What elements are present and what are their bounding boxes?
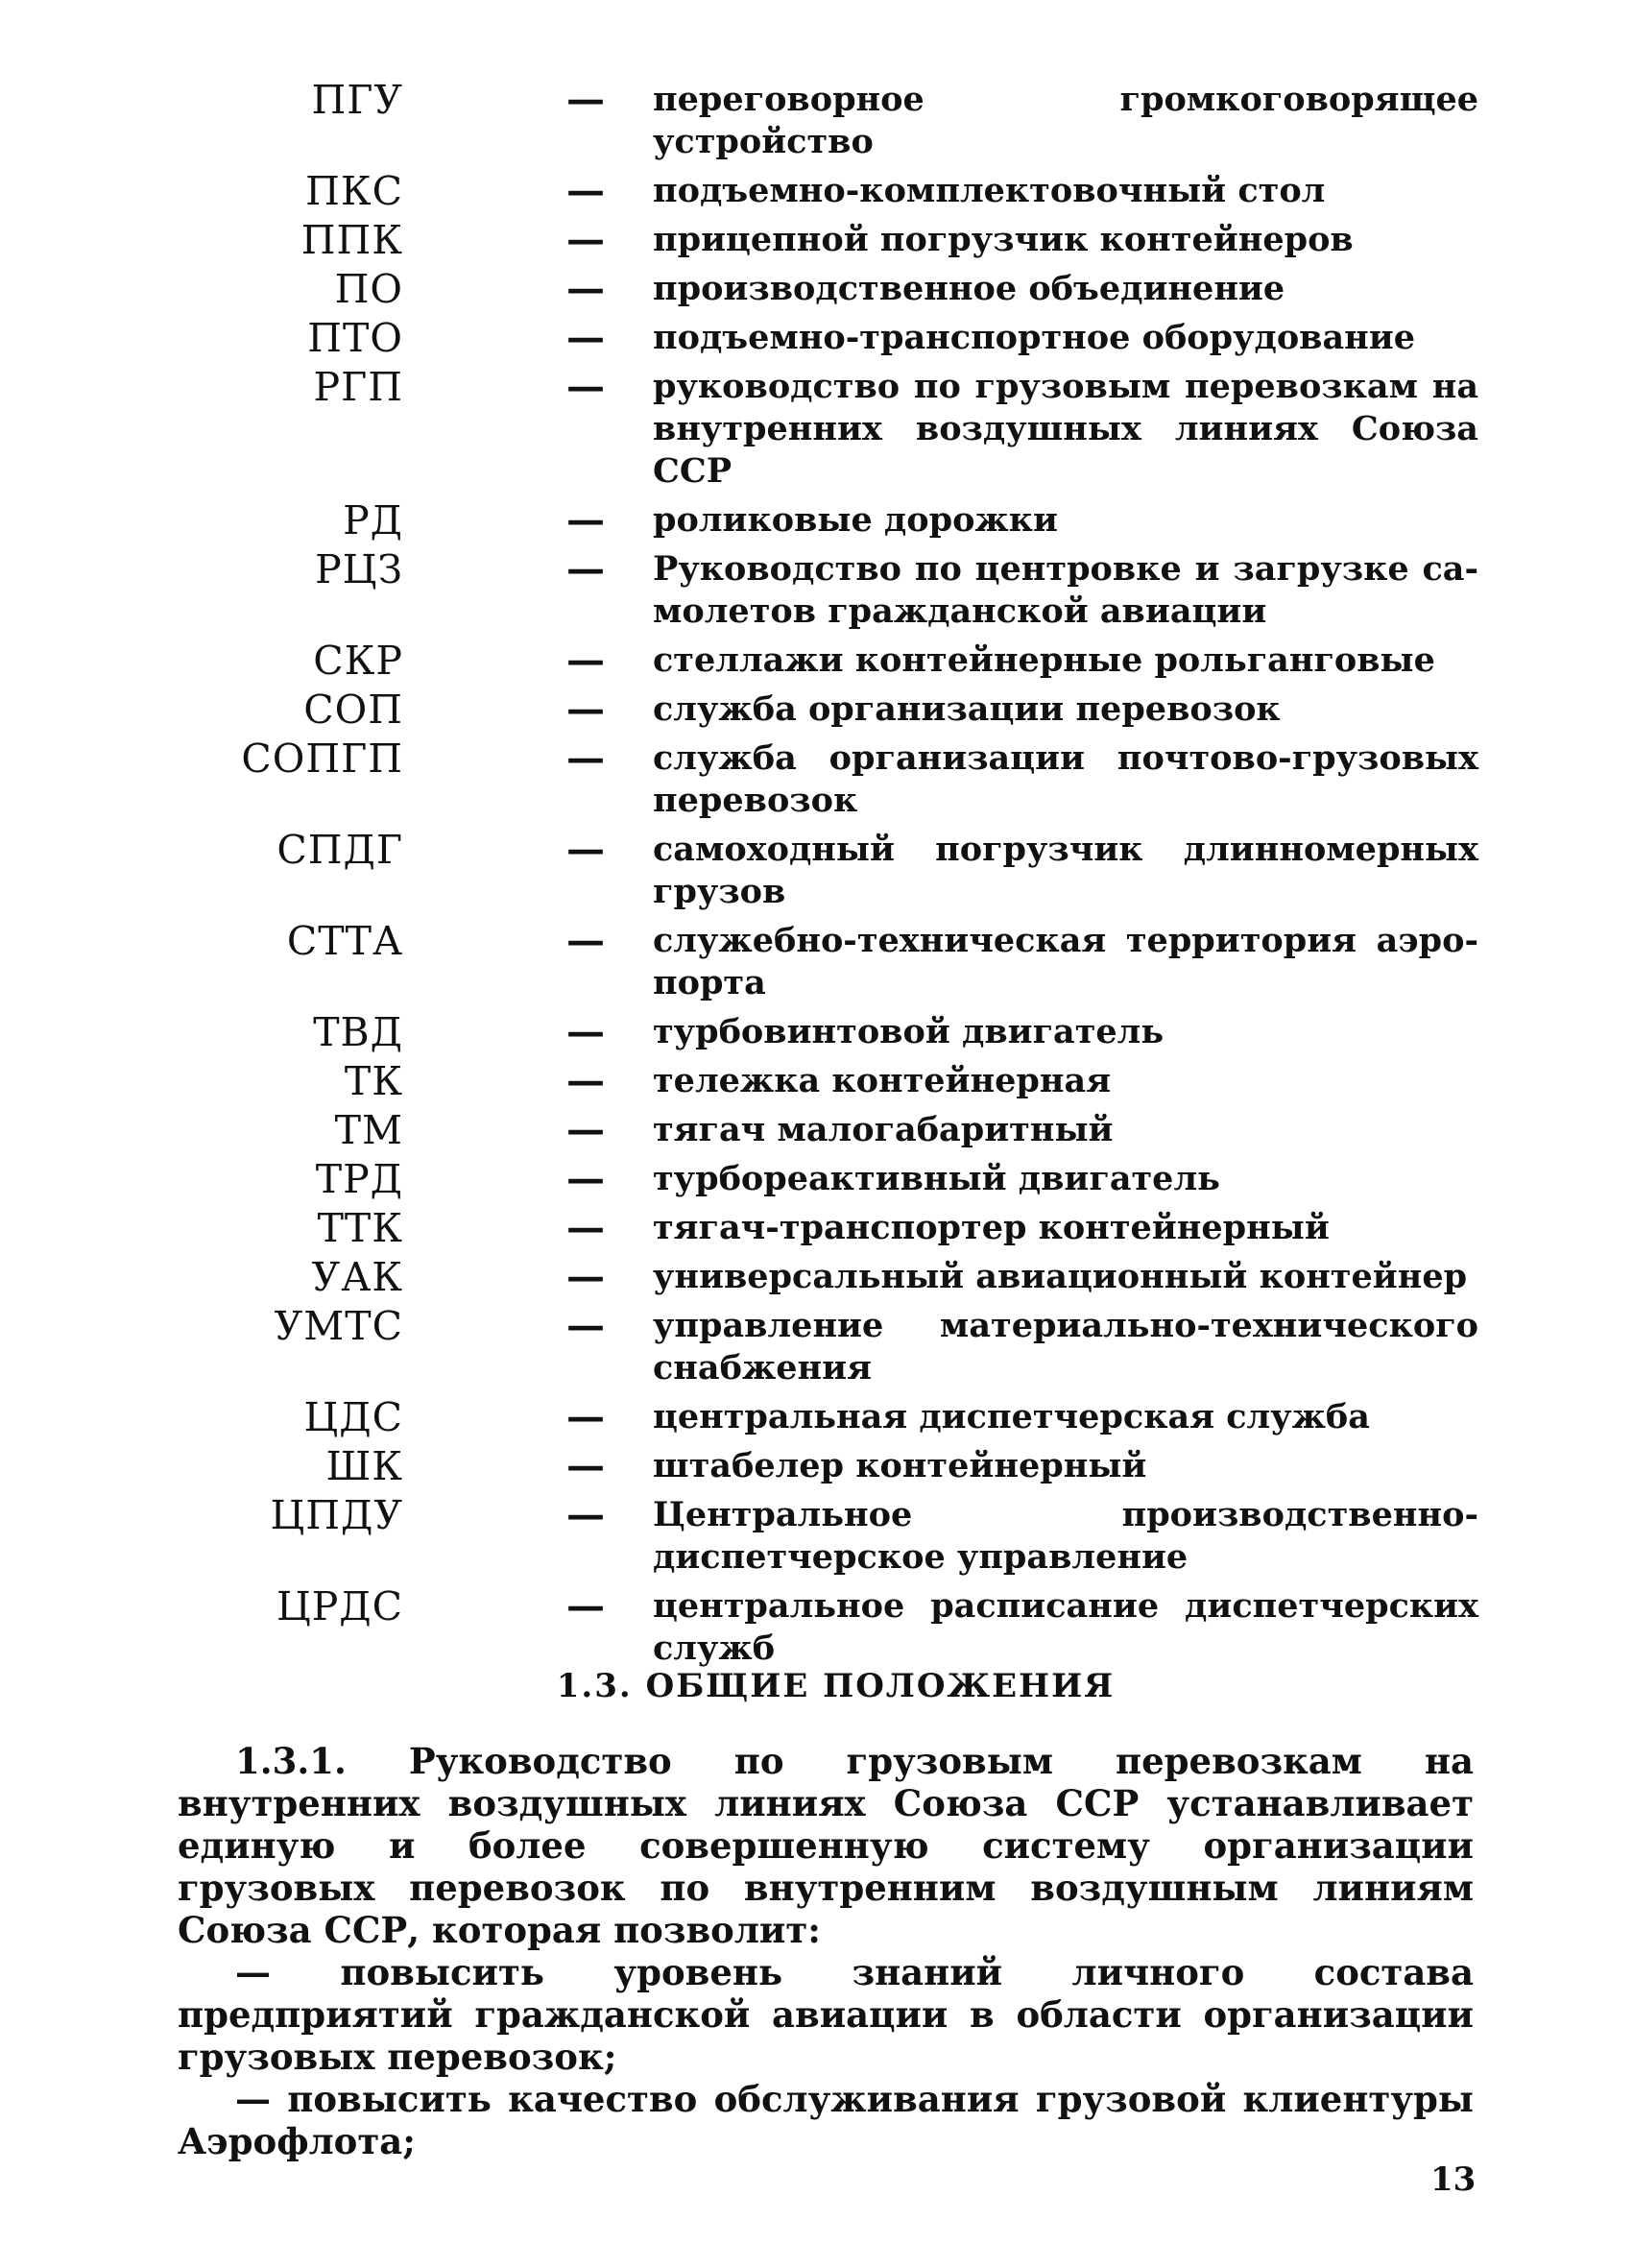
dash: —	[566, 1205, 605, 1250]
abbreviation-list	[154, 79, 1478, 1677]
abbreviation-code: ТВД	[313, 1009, 403, 1055]
abbreviation-code: ТТК	[317, 1205, 403, 1251]
abbreviation-code: СОПГП	[241, 736, 403, 782]
abbreviation-code: УАК	[311, 1254, 403, 1300]
list-item	[154, 1305, 1478, 1389]
abbreviation-code: ПО	[334, 266, 403, 312]
list-item	[154, 688, 1478, 731]
abbreviation-code: РЦЗ	[315, 546, 403, 592]
list-item	[154, 1494, 1478, 1579]
dash: —	[566, 1583, 605, 1629]
abbreviation-definition: штабелер контейнерный	[653, 1446, 1147, 1485]
abbreviation-code: ТК	[344, 1058, 403, 1104]
abbreviation-definition: самоходный погрузчик длинномерных грузов	[653, 830, 1478, 911]
abbreviation-definition: служба организации перевозок	[653, 689, 1281, 729]
dash: —	[566, 77, 605, 122]
paragraph: — повысить качество обслуживания грузовой клиентуры Аэрофлота;	[178, 2078, 1474, 2162]
abbreviation-code: ЦДС	[303, 1394, 403, 1440]
dash: —	[566, 266, 605, 311]
paragraph: — повысить уровень знаний личного состава предприятий гражданской авиации в области организации грузовых перевозок;	[178, 1951, 1474, 2078]
list-item	[154, 79, 1478, 163]
dash: —	[566, 364, 605, 409]
list-item	[154, 737, 1478, 822]
dash: —	[566, 1009, 605, 1054]
abbreviation-definition: подъемно-транспортное оборудование	[653, 318, 1416, 357]
abbreviation-definition: центральная диспетчерская служба	[653, 1397, 1370, 1436]
abbreviation-definition: универсальный авиационный контейнер	[653, 1257, 1468, 1296]
abbreviation-code: ПКС	[305, 168, 403, 214]
list-item	[154, 170, 1478, 212]
abbreviation-definition: тягач-транспортер контейнерный	[653, 1208, 1330, 1247]
list-item	[154, 1109, 1478, 1151]
abbreviation-definition: тягач малогабаритный	[653, 1110, 1114, 1149]
abbreviation-definition: управление материально-технического снабжения	[653, 1306, 1478, 1387]
dash: —	[566, 1156, 605, 1201]
abbreviation-code: ЦПДУ	[270, 1492, 403, 1538]
abbreviation-code: ППК	[300, 217, 403, 263]
abbreviation-code: ПГУ	[311, 77, 403, 123]
dash: —	[566, 918, 605, 963]
list-item	[154, 219, 1478, 261]
abbreviation-definition: стеллажи контейнерные рольганговые	[653, 640, 1435, 680]
list-item	[154, 1011, 1478, 1053]
dash: —	[566, 1303, 605, 1348]
abbreviation-code: ПТО	[307, 315, 403, 361]
list-item	[154, 268, 1478, 310]
dash: —	[566, 736, 605, 781]
abbreviation-code: СПДГ	[276, 827, 403, 873]
abbreviation-definition: турбореактивный двигатель	[653, 1159, 1220, 1198]
abbreviation-definition: руководство по грузовым перевозкам на внутренних воздушных линиях Союза ССР	[653, 367, 1478, 491]
abbreviation-definition: роликовые дорожки	[653, 500, 1058, 540]
abbreviation-definition: центральное расписание диспетчерских служб	[653, 1586, 1478, 1668]
dash: —	[566, 315, 605, 360]
list-item	[154, 317, 1478, 359]
list-item	[154, 1060, 1478, 1102]
abbreviation-code: ТРД	[315, 1156, 403, 1202]
list-item	[154, 1256, 1478, 1298]
abbreviation-definition: турбовинтовой двигатель	[653, 1012, 1165, 1051]
dash: —	[566, 217, 605, 262]
section-body	[178, 1740, 1474, 2162]
list-item	[154, 1158, 1478, 1200]
list-item	[154, 1445, 1478, 1487]
abbreviation-code: РД	[343, 497, 403, 543]
abbreviation-definition: прицепной погрузчик контейнеров	[653, 220, 1354, 259]
dash: —	[566, 1107, 605, 1152]
abbreviation-definition: служебно-техническая территория аэропорта	[653, 921, 1478, 1002]
list-item	[154, 548, 1478, 633]
abbreviation-code: РГП	[313, 364, 403, 410]
list-item	[154, 639, 1478, 682]
abbreviation-definition: подъемно-комплектовочный стол	[653, 171, 1326, 210]
abbreviation-code: УМТС	[274, 1303, 403, 1349]
list-item	[154, 1585, 1478, 1670]
dash: —	[566, 687, 605, 732]
list-item	[154, 920, 1478, 1004]
section-heading: 1.3. ОБЩИЕ ПОЛОЖЕНИЯ	[556, 1667, 1116, 1705]
abbreviation-code: ШК	[325, 1443, 403, 1489]
dash: —	[566, 1254, 605, 1299]
abbreviation-code: СОП	[303, 687, 403, 733]
dash: —	[566, 638, 605, 683]
dash: —	[566, 546, 605, 591]
list-item	[154, 499, 1478, 542]
dash: —	[566, 168, 605, 213]
abbreviation-code: СТТА	[286, 918, 403, 964]
dash: —	[566, 497, 605, 543]
abbreviation-definition: служба организации почтово-грузовых перевозок	[653, 738, 1478, 820]
dash: —	[566, 1394, 605, 1439]
abbreviation-definition: Центральное производственно-диспетчерское управление	[653, 1495, 1478, 1577]
abbreviation-code: ТМ	[334, 1107, 403, 1153]
abbreviation-definition: производственное объединение	[653, 269, 1285, 308]
dash: —	[566, 827, 605, 872]
abbreviation-definition: Руководство по центровке и загрузке самолетов гражданской авиации	[653, 549, 1478, 631]
list-item	[154, 1207, 1478, 1249]
abbreviation-definition: тележка контейнерная	[653, 1061, 1112, 1100]
page-number: 13	[1430, 2160, 1477, 2199]
abbreviation-code: ЦРДС	[276, 1583, 403, 1629]
dash: —	[566, 1058, 605, 1103]
dash: —	[566, 1492, 605, 1537]
list-item	[154, 1396, 1478, 1438]
dash: —	[566, 1443, 605, 1488]
paragraph: 1.3.1. Руководство по грузовым перевозкам на внутренних воздушных линиях Союза ССР устанавливает единую и более совершенную систему организации грузовых перевозок по внутренним воздушным линиям Союза ССР, которая позволит:	[178, 1740, 1474, 1951]
list-item	[154, 366, 1478, 493]
abbreviation-definition: переговорное громкоговорящее устройство	[653, 80, 1478, 161]
abbreviation-code: СКР	[313, 638, 403, 684]
list-item	[154, 829, 1478, 913]
